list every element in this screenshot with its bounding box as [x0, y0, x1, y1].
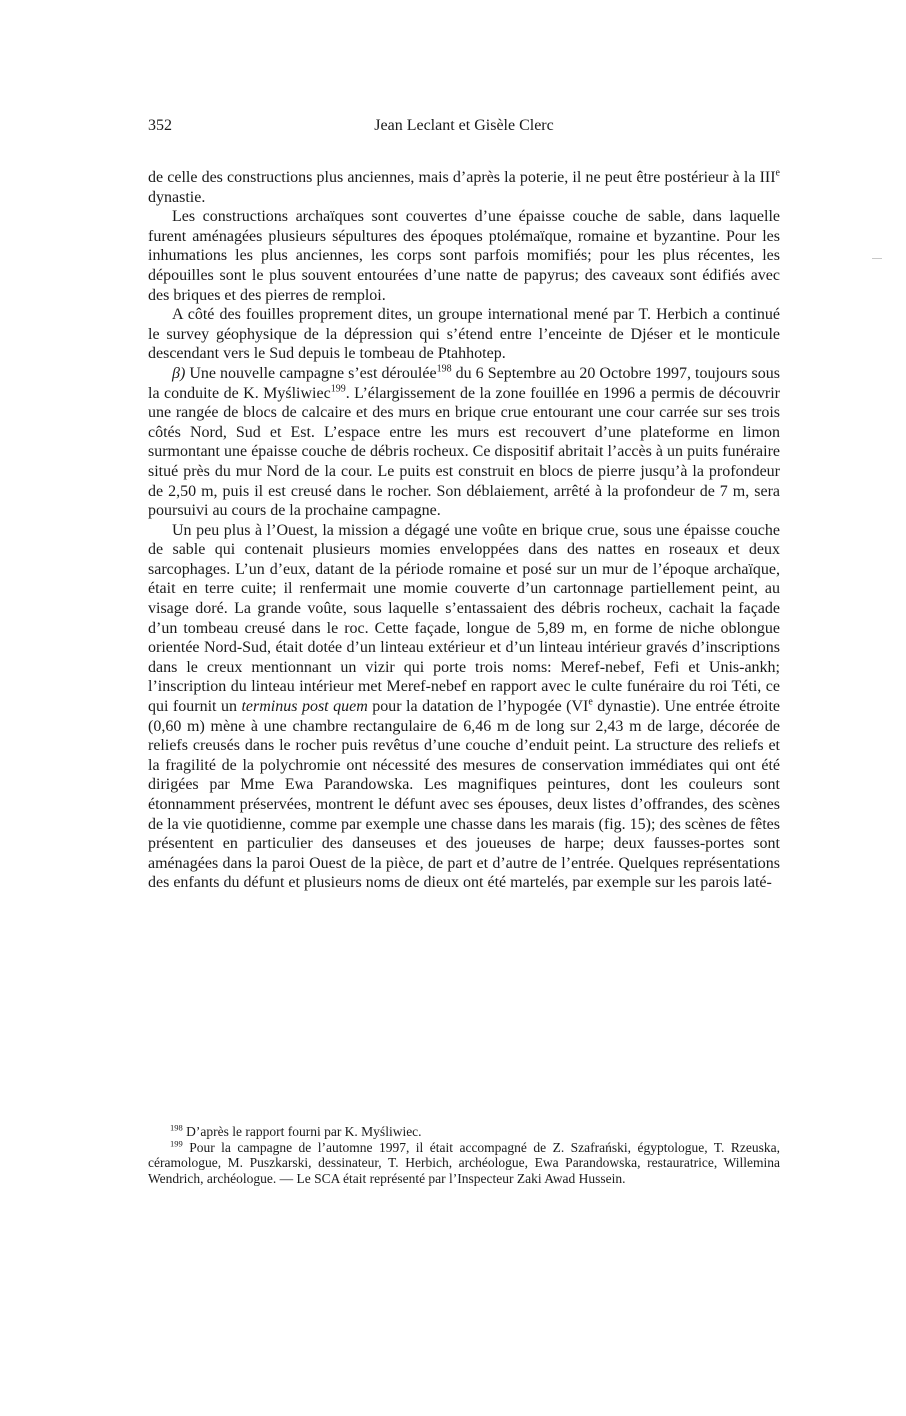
- main-text: [148, 168, 780, 893]
- paragraph-3: A côté des fouilles proprement dites, un groupe international mené par T. Herbich a continué le survey géophysique de la dépression qui s’étend entre l’enceinte de Djéser et le monticule descendant vers le Sud depuis le tombeau de Ptahhotep.: [148, 306, 780, 363]
- superscript: e: [775, 167, 780, 179]
- footnote-number: 199: [170, 1138, 183, 1148]
- paragraph-1: de celle des constructions plus anciennes, mais d’après la poterie, il ne peut être postérieur à la IIIe dynastie.: [148, 167, 780, 206]
- italic-term: terminus post quem: [241, 698, 368, 716]
- footnote-number: 198: [170, 1122, 183, 1133]
- paragraph-2: Les constructions archaïques sont couvertes d’une épaisse couche de sable, dans laquelle furent aménagées plusieurs sépultures des époques ptolémaïque, romaine et byzantine. Pour les inhumations les plus anciennes, les corps sont parfois momifiés; pour les plus récentes, les dépouilles sont le plus souvent entourées d’une natte de papyrus; des caveaux sont édifiés avec des briques et des pierres de remploi.: [148, 208, 780, 304]
- paragraph-5: Un peu plus à l’Ouest, la mission a dégagé une voûte en brique crue, sous une épaisse couche de sable qui contenait plusieurs momies enveloppées dans des nattes en roseaux et deux sarcophages. L’un d’eux, datant de la période romaine et posé sur un mur de l’époque archaïque, était en terre cuite; il renfermait une momie couverte d’un cartonnage partiellement peint, au visage doré. La grande voûte, sous laquelle s’entassaient des débris rocheux, cachait la façade d’un tombeau creusé dans le roc. Cette façade, longue de 5,89 m, en forme de niche oblongue orientée Nord-Sud, était dotée d’un linteau extérieur et d’un linteau intérieur gravés d’inscriptions dans le creux mentionnant un vizir qui porte trois noms: Meref-nebef, Fefi et Unis-ankh; l’inscription du linteau intérieur met Meref-nebef en rapport avec le culte funéraire du roi Téti, ce qui fournit un terminus post quem pour la datation de l’hypogée (VIe dynastie). Une entrée étroite (0,60 m) mène à une chambre rectangulaire de 6,46 m de long sur 2,43 m de large, décorée de reliefs creusés dans le rocher puis revêtus d’une couche d’enduit peint. La structure des reliefs et la fragilité de la polychromie ont nécessité des mesures de conservation immédiates qui ont été dirigées par Mme Ewa Parandowska. Les magnifiques peintures, dont les couleurs sont étonnamment préservées, montrent le défunt avec ses épouses, deux listes d’offrandes, des scènes de la vie quotidienne, comme par exemple une chasse dans les marais (fig. 15); des scènes de fêtes présentent en particulier des danseuses et des joueuses de harpe; deux fausses-portes sont aménagées dans la paroi Ouest de la pièce, de part et d’autre de l’entrée. Quelques représentations des enfants du défunt et plusieurs noms de dieux ont été martelés, par exemple sur les parois laté-: [148, 521, 780, 892]
- page-number: 352: [148, 117, 172, 134]
- margin-mark: [872, 258, 882, 259]
- footnotes: [148, 1124, 780, 1186]
- footnote-ref-199: 199: [330, 383, 346, 395]
- footnote-199: $^{199}$ Pour la campagne de l’automne 1997, il était accompagné de Z. Szafrański, égyptologue, T. Rzeuska, céramologue, M. Puszkarski, dessinateur, T. Herbich, archéologue, Ewa Parandowska, restauratrice, Willemina Wendrich, archéologue. — Le SCA était représenté par l’Inspecteur Zaki Awad Hussein.: [148, 1138, 780, 1186]
- footnote-198: $^{198}$ D’après le rapport fourni par K. Myśliwiec.: [170, 1122, 422, 1139]
- section-marker: β): [172, 364, 186, 382]
- page-header: [148, 117, 780, 141]
- running-head: Jean Leclant et Gisèle Clerc: [374, 117, 554, 134]
- superscript: e: [588, 696, 593, 708]
- footnote-ref-198: 198: [436, 363, 452, 375]
- paragraph-4: β) Une nouvelle campagne s’est déroulée$^{198}$ du 6 Septembre au 20 Octobre 1997, toujours sous la conduite de K. Myśliwiec$^{199}$. L’élargissement de la zone fouillée en 1996 a permis de découvrir une rangée de blocs de calcaire et des murs en brique crue entourant une cour carrée sur ses trois côtés Nord, Sud et Est. L’espace entre les murs est recouvert d’une plateforme en limon surmontant une épaisse couche de débris rocheux. Ce dispositif abritait l’accès à un puits funéraire situé près du mur Nord de la cour. Le puits est construit en blocs de pierre jusqu’à la profondeur de 2,50 m, puis il est creusé dans le rocher. Son déblaiement, arrêté à la profondeur de 7 m, sera poursuivi au cours de la prochaine campagne.: [148, 363, 781, 520]
